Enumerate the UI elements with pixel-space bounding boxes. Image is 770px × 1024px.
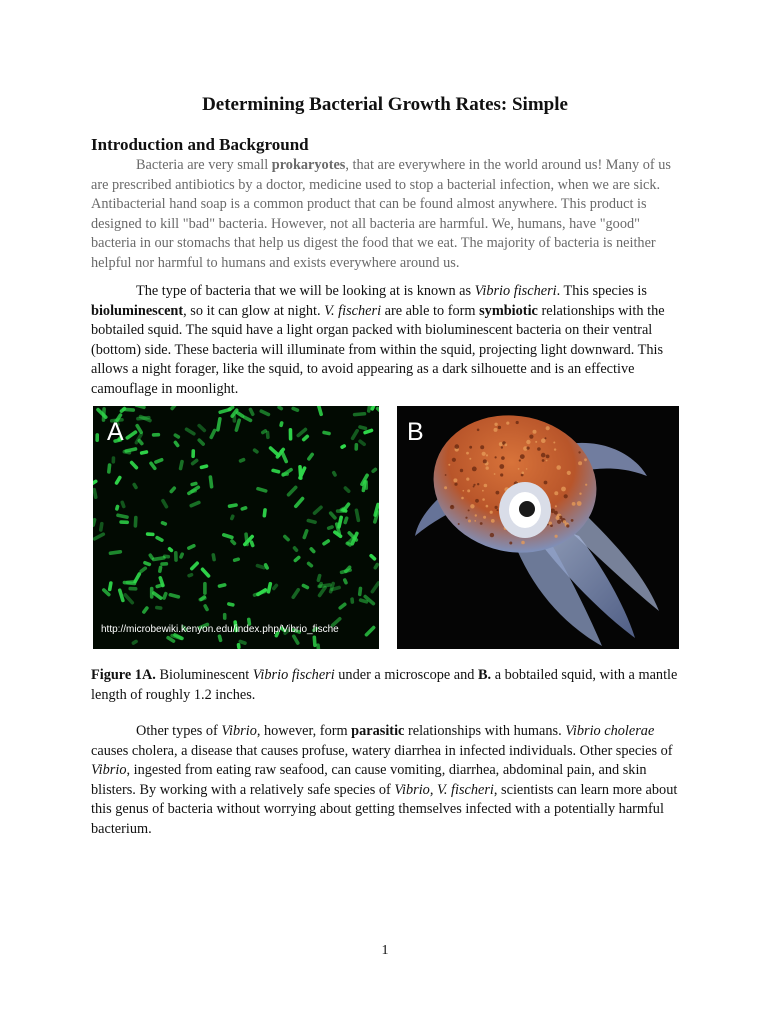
bacterium-cell xyxy=(358,425,368,431)
term-prokaryotes: prokaryotes xyxy=(271,157,346,173)
bacterium-cell xyxy=(141,605,149,614)
bacterium-cell xyxy=(107,463,112,474)
pigment-spot xyxy=(556,516,560,520)
bacterium-cell xyxy=(293,496,305,509)
bacterium-cell xyxy=(197,423,207,433)
pigment-spot xyxy=(567,471,571,475)
pigment-spot xyxy=(584,458,587,461)
pigment-spot xyxy=(571,519,574,522)
bacterium-cell xyxy=(306,518,317,524)
pigment-spot xyxy=(526,468,528,470)
bacterium-cell xyxy=(354,508,360,522)
bacterium-cell xyxy=(189,561,199,571)
bacterium-cell xyxy=(266,582,272,594)
parasitic-vibrio-paragraph: Other types of Vibrio, however, form parasitic relationships with humans. Vibrio cholerae causes cholera, a disease that causes profuse, watery diarrhea in infected individuals. Other species of Vibrio, ingested from eating raw seafood, can cause vomiting, diarrhea, abdominal pain, and skin blisters. By working with a relatively safe species of Vibrio, V. fischeri, scientists can learn more about this genus of bacteria without worrying about getting themselves infected with a potentially harmful bacterium. xyxy=(91,723,678,837)
bacterium-cell xyxy=(340,444,347,450)
bacterium-cell xyxy=(200,567,211,579)
pigment-spot xyxy=(494,473,496,475)
figure-a-bacteria-image xyxy=(93,406,379,649)
pigment-spot xyxy=(495,506,498,509)
pigment-spot xyxy=(549,522,552,525)
bacterium-cell xyxy=(232,557,240,562)
pigment-spot xyxy=(480,445,484,449)
bacterium-cell xyxy=(227,602,235,607)
bacterium-cell xyxy=(93,532,106,542)
pigment-spot xyxy=(482,452,486,456)
pigment-spot xyxy=(509,542,512,545)
pigment-spot xyxy=(469,458,471,460)
bacterium-cell xyxy=(326,525,334,531)
bacterium-cell xyxy=(179,552,185,559)
bacterium-cell xyxy=(155,606,163,610)
bacterium-cell xyxy=(322,538,331,546)
bacterium-cell xyxy=(350,597,354,604)
pigment-spot xyxy=(557,520,561,524)
pigment-spot xyxy=(519,459,521,461)
pigment-spot xyxy=(496,491,500,495)
pigment-spot xyxy=(454,483,457,486)
bobtail-squid-graphic xyxy=(397,406,679,649)
bacterium-cell xyxy=(187,572,194,578)
pigment-spot xyxy=(506,422,509,425)
pigment-spot xyxy=(448,464,450,466)
pigment-spot xyxy=(482,490,484,492)
bacterium-cell xyxy=(129,460,139,470)
bacterium-cell xyxy=(291,587,301,599)
pigment-spot xyxy=(553,442,555,444)
pigment-spot xyxy=(475,514,477,516)
bacterium-cell xyxy=(277,406,284,411)
bacterium-cell xyxy=(343,516,349,525)
bacterium-cell xyxy=(125,430,138,441)
pigment-spot xyxy=(554,448,556,450)
pigment-spot xyxy=(453,478,457,482)
pigment-spot xyxy=(526,440,530,444)
pigment-spot xyxy=(546,455,550,459)
pigment-spot xyxy=(477,429,480,432)
bacterium-cell xyxy=(316,643,320,649)
bacterium-cell xyxy=(291,634,300,646)
bacterium-cell xyxy=(279,421,284,428)
pigment-spot xyxy=(544,481,548,485)
bacterium-cell xyxy=(322,430,331,435)
bacterium-cell xyxy=(93,488,98,500)
term-parasitic: parasitic xyxy=(351,723,405,739)
pigment-spot xyxy=(486,505,489,508)
pigment-spot xyxy=(451,505,453,507)
bacterium-cell xyxy=(358,586,363,596)
bacterium-cell xyxy=(93,479,98,487)
bacterium-cell xyxy=(140,450,149,455)
bacterium-cell xyxy=(190,481,198,486)
bacterium-cell xyxy=(371,467,378,474)
bacterium-cell xyxy=(173,440,180,448)
bacterium-cell xyxy=(289,428,293,441)
bacterium-cell xyxy=(301,583,310,590)
bacterium-cell xyxy=(186,543,196,550)
pigment-spot xyxy=(501,456,505,460)
pigment-spot xyxy=(494,428,498,432)
document-title: Determining Bacterial Growth Rates: Simple xyxy=(202,94,568,115)
bacterium-cell xyxy=(173,433,181,440)
pigment-spot xyxy=(499,464,504,469)
bacterium-cell xyxy=(271,468,281,474)
section-heading: Introduction and Background xyxy=(91,135,309,154)
bacterium-cell xyxy=(203,603,210,611)
bacterium-cell xyxy=(116,513,129,519)
figure-source-url: http://microbewiki.kenyon.edu/index.php/Vibrio_fische xyxy=(101,624,339,635)
pigment-spot xyxy=(577,501,582,506)
pigment-spot xyxy=(546,460,548,462)
pigment-spot xyxy=(458,523,460,525)
pigment-spot xyxy=(465,517,467,519)
figure-b-label: B xyxy=(407,418,424,446)
bacterium-cell xyxy=(132,482,139,490)
pigment-spot xyxy=(546,426,550,430)
pigment-spot xyxy=(527,447,530,450)
bacterium-cell xyxy=(240,506,248,512)
figure-b-squid-image xyxy=(397,406,679,649)
pigment-spot xyxy=(445,474,447,476)
bacterium-cell xyxy=(216,417,222,432)
pigment-spot xyxy=(555,535,558,538)
bacterium-cell xyxy=(350,428,359,440)
bacterium-cell xyxy=(170,406,179,411)
pigment-spot xyxy=(555,505,557,507)
pigment-spot xyxy=(578,451,580,453)
bacterium-cell xyxy=(238,457,246,463)
pigment-spot xyxy=(537,447,541,451)
pigment-spot xyxy=(579,493,581,495)
pigment-spot xyxy=(516,421,519,424)
pigment-spot xyxy=(473,486,475,488)
bacterium-cell xyxy=(209,428,217,440)
bacterium-cell xyxy=(155,535,165,542)
bacterium-cell xyxy=(312,505,324,516)
bacterium-cell xyxy=(302,529,309,540)
bacterium-cell xyxy=(114,475,122,485)
bacterium-cell xyxy=(291,406,300,412)
bacterium-cell xyxy=(184,427,196,437)
pigment-spot xyxy=(475,499,479,503)
pigment-spot xyxy=(554,491,558,495)
pigment-spot xyxy=(499,442,503,446)
pigment-spot xyxy=(483,459,487,463)
bacterium-cell xyxy=(242,415,253,423)
bacterium-cell xyxy=(189,500,201,508)
pigment-spot xyxy=(469,446,472,449)
bacterium-cell xyxy=(167,546,174,553)
pigment-spot xyxy=(497,509,499,511)
pigment-spot xyxy=(483,516,486,519)
bacterium-cell xyxy=(134,406,146,410)
bacterium-cell xyxy=(154,457,164,464)
pigment-spot xyxy=(490,511,493,514)
bacterium-cell xyxy=(252,448,259,455)
bacterium-cell xyxy=(259,409,271,417)
pigment-spot xyxy=(541,453,546,458)
bacterium-cell xyxy=(217,583,227,589)
pigment-spot xyxy=(466,452,469,455)
intro-paragraph: Bacteria are very small prokaryotes, that are everywhere in the world around us! Many of us are prescribed antibiotics by a doctor, medicine used to stop a bacterial infection, when we are sick. Antibacterial hand soap is a common product that can be found almost anywhere. This product is designed to kill "bad" bacteria. However, not all bacteria are harmful. We, humans, have "good" bacteria in our stomachs that help us digest the food that we eat. The majority of bacteria is neither helpful nor harmful to humans and exists everywhere around us. xyxy=(91,157,671,271)
bacterium-cell xyxy=(102,407,106,422)
pigment-spot xyxy=(484,484,488,488)
bacterium-cell xyxy=(158,565,163,573)
bacterium-cell xyxy=(128,587,137,591)
pigment-spot xyxy=(455,444,460,449)
bacterium-cell xyxy=(120,500,126,509)
bacterium-cell xyxy=(316,406,323,417)
pigment-spot xyxy=(564,494,568,498)
pigment-spot xyxy=(578,461,582,465)
bacterium-cell xyxy=(256,486,268,493)
bacterium-cell xyxy=(93,518,97,528)
bacterium-cell xyxy=(146,532,155,536)
bacterium-cell xyxy=(211,553,216,562)
bacterium-cell xyxy=(168,593,180,599)
bacterium-cell xyxy=(199,464,208,470)
bacterium-cell xyxy=(375,406,379,413)
bacterium-cell xyxy=(373,562,379,570)
pigment-spot xyxy=(466,478,469,481)
term-symbiotic: symbiotic xyxy=(479,302,538,319)
bacterium-cell xyxy=(354,443,358,451)
bacterium-cell xyxy=(281,467,294,477)
pigment-spot xyxy=(461,497,464,500)
bacterium-cell xyxy=(353,412,367,417)
bacterium-cell xyxy=(119,520,129,524)
bacterium-cell xyxy=(108,550,122,555)
bacterium-cell xyxy=(316,573,322,582)
pigment-spot xyxy=(518,468,520,470)
pigment-spot xyxy=(501,446,503,448)
pigment-spot xyxy=(556,465,561,470)
bacterium-cell xyxy=(160,520,167,526)
pigment-spot xyxy=(522,472,525,475)
pigment-spot xyxy=(463,490,465,492)
bacterium-cell xyxy=(343,485,351,493)
bacterium-cell xyxy=(143,560,152,566)
bacterium-cell xyxy=(306,452,314,461)
pigment-spot xyxy=(500,473,503,476)
bacterium-cell xyxy=(208,475,213,489)
bacterium-cell xyxy=(230,514,236,521)
pigment-spot xyxy=(468,509,470,511)
pigment-spot xyxy=(572,502,576,506)
pigment-spot xyxy=(486,466,489,469)
bacterium-cell xyxy=(282,534,290,542)
bacterium-cell xyxy=(191,449,195,458)
pigment-spot xyxy=(529,435,533,439)
pigment-spot xyxy=(490,533,494,537)
pigment-spot xyxy=(460,469,463,472)
pigment-spot xyxy=(494,423,497,426)
bacterium-cell xyxy=(293,555,301,563)
pigment-spot xyxy=(470,504,474,508)
bacterium-cell xyxy=(301,434,310,442)
bacterium-cell xyxy=(342,578,348,585)
bacterium-cell xyxy=(336,509,346,513)
bacterium-cell xyxy=(150,587,154,599)
bacterium-cell xyxy=(174,551,178,562)
bacterium-cell xyxy=(203,582,207,595)
pigment-spot xyxy=(542,459,545,462)
pigment-spot xyxy=(561,487,566,492)
bacterium-cell xyxy=(338,602,348,611)
pigment-spot xyxy=(468,520,471,523)
vibrio-paragraph: The type of bacteria that we will be looking at is known as Vibrio fischeri. This species is bioluminescent, so it can glow at night. V. fischeri are able to form symbiotic relationships with the bobtailed squid. The squid have a light organ packed with bioluminescent bacteria on their ventral (bottom) side. These bacteria will illuminate from within the squid, projecting light downward. This allows a night forager, like the squid, to avoid appearing as a dark silhouette and is an effective camouflage in moonlight. xyxy=(91,283,665,397)
bacterium-cell xyxy=(178,459,184,470)
bacterium-cell xyxy=(217,634,222,642)
bacterium-cell xyxy=(139,566,148,574)
pigment-spot xyxy=(491,519,495,523)
bacterium-cell xyxy=(369,553,377,561)
bacterium-cell xyxy=(99,522,104,532)
bacterium-cell xyxy=(160,562,168,566)
bacterium-cell xyxy=(115,504,120,511)
pigment-spot xyxy=(550,509,555,514)
pigment-spot xyxy=(521,541,525,545)
bacterium-cell xyxy=(328,511,337,521)
pigment-spot xyxy=(495,456,497,458)
bacterium-cell xyxy=(169,486,177,494)
bacterium-cell xyxy=(133,516,137,528)
pigment-spot xyxy=(474,520,476,522)
bacterium-cell xyxy=(262,508,267,518)
bacteria-microscope-graphic xyxy=(93,406,379,649)
bacterium-cell xyxy=(358,439,367,447)
pigment-spot xyxy=(486,454,488,456)
bacterium-cell xyxy=(186,485,200,496)
bacterium-cell xyxy=(248,407,255,417)
pigment-spot xyxy=(520,454,525,459)
figure-a-label: A xyxy=(107,418,124,446)
bacterium-cell xyxy=(271,583,279,591)
bacterium-cell xyxy=(364,625,376,637)
pigment-spot xyxy=(541,438,546,443)
bacterium-cell xyxy=(223,613,227,620)
bacterium-cell xyxy=(160,498,168,509)
bacterium-cell xyxy=(370,580,379,594)
pigment-spot xyxy=(477,483,479,485)
pigment-spot xyxy=(444,486,447,489)
pigment-spot xyxy=(545,437,547,439)
bacterium-cell xyxy=(227,503,238,508)
bacterium-cell xyxy=(222,533,235,540)
pigment-spot xyxy=(467,489,470,492)
bacterium-cell xyxy=(306,561,314,568)
bacterium-cell xyxy=(190,458,199,466)
pigment-spot xyxy=(498,426,501,429)
figure-caption: Figure 1A. Bioluminescent Vibrio fischeri under a microscope and B. a bobtailed squid, with a mantle length of roughly 1.2 inches. xyxy=(91,667,678,703)
page-number: 1 xyxy=(381,943,389,958)
bacterium-cell xyxy=(197,438,206,447)
pigment-spot xyxy=(566,524,569,527)
pigment-spot xyxy=(504,443,507,446)
bacterium-cell xyxy=(111,456,115,464)
bacterium-cell xyxy=(152,433,161,437)
pigment-spot xyxy=(533,430,537,434)
bacterium-cell xyxy=(229,539,237,546)
pigment-spot xyxy=(535,441,537,443)
bacterium-cell xyxy=(331,470,337,477)
pigment-spot xyxy=(452,458,456,462)
bacterium-cell xyxy=(131,639,139,646)
bacterium-cell xyxy=(286,485,298,497)
bacterium-cell xyxy=(108,581,113,592)
pigment-spot xyxy=(480,522,483,525)
bacterium-cell xyxy=(123,592,135,605)
bacterium-cell xyxy=(162,591,168,600)
bacterium-cell xyxy=(309,546,317,554)
pigment-spot xyxy=(482,498,485,501)
bacterium-cell xyxy=(292,545,299,552)
bacterium-cell xyxy=(237,643,241,649)
bacterium-cell xyxy=(312,635,316,647)
bacterium-cell xyxy=(95,433,99,442)
bacterium-cell xyxy=(337,515,344,529)
pigment-spot xyxy=(585,484,587,486)
term-bioluminescent: bioluminescent xyxy=(91,302,184,319)
pigment-spot xyxy=(472,467,477,472)
